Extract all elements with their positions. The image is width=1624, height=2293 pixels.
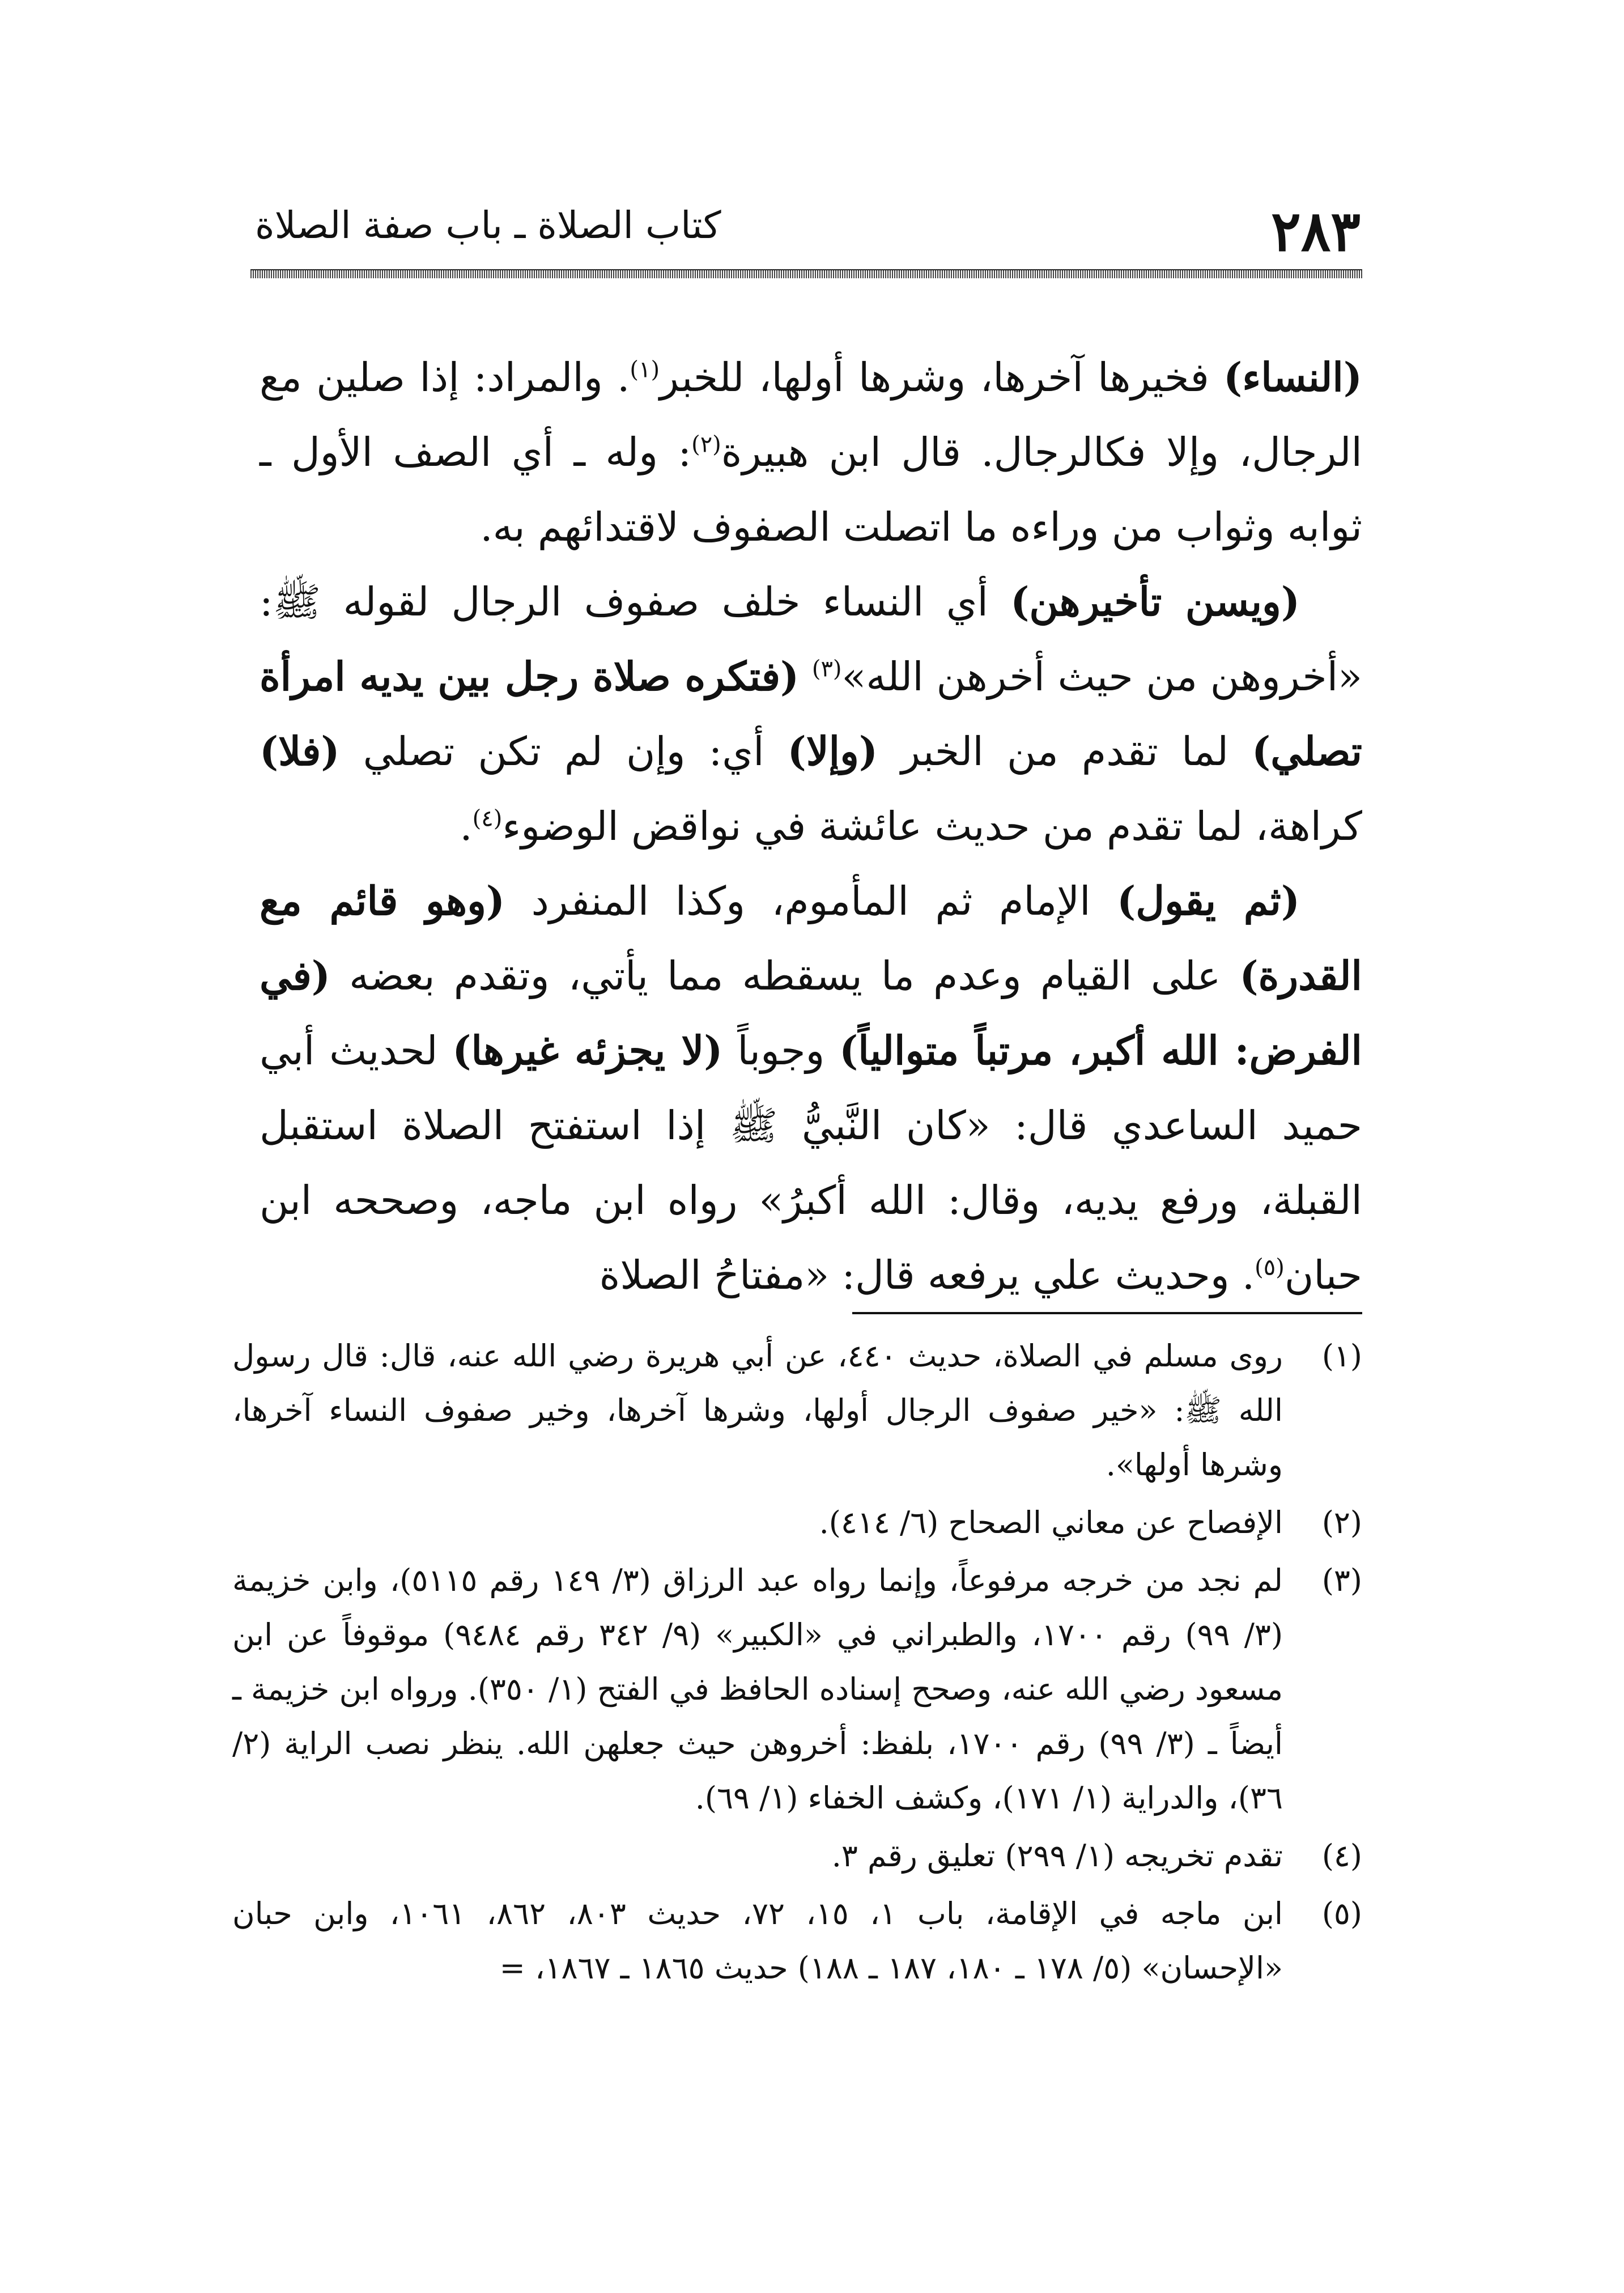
footnote-2: [232, 1496, 1362, 1550]
footnote-separator: [852, 1312, 1362, 1314]
footnote-text: روى مسلم في الصلاة، حديث ٤٤٠، عن أبي هريرة رضي الله عنه، قال: قال رسول الله ﷺ: «خير صفوف الرجال أولها، وشرها آخرها، وخير صفوف النساء آخرها، وشرها أولها».: [232, 1338, 1283, 1483]
bold-phrase: (ثم يقول): [1117, 877, 1300, 924]
page-number: ٢٨٣: [1271, 199, 1361, 264]
text-run: أي النساء خلف صفوف الرجال لقوله ﷺ: «أخروهن من حيث أخرهن الله»: [260, 579, 1362, 700]
footnote-ref[interactable]: (٥): [1255, 1254, 1285, 1281]
header-rule: [250, 269, 1362, 278]
footnote-number: (٢): [1321, 1505, 1362, 1540]
text-run: . وحديث علي يرفعه قال: «مفتاحُ الصلاة: [599, 1252, 1255, 1298]
text-run: لما تقدم من الخبر: [878, 728, 1252, 775]
paragraph-2: [260, 564, 1362, 864]
text-run: . والمراد: إذا صلين مع الرجال، وإلا فكالرجال. قال ابن هبيرة: [260, 354, 1363, 475]
paragraph-3: [260, 864, 1362, 1313]
footnote-number: (٣): [1321, 1562, 1362, 1598]
text-run: كراهة، لما تقدم من حديث عائشة في نواقض الوضوء: [502, 803, 1362, 850]
text-run: على القيام وعدم ما يسقطه مما يأتي، وتقدم بعضه: [330, 953, 1240, 999]
main-text: [260, 340, 1362, 1313]
footnote-5: [232, 1887, 1362, 1995]
footnote-text: الإفصاح عن معاني الصحاح (٦/ ٤١٤).: [819, 1505, 1283, 1540]
footnote-text: ابن ماجه في الإقامة، باب ١، ١٥، ٧٢، حديث ٨٠٣، ٨٦٢، ١٠٦١، وابن حبان «الإحسان» (٥/ ١٧٨ ـ ١٨٠، ١٨٧ ـ ١٨٨) حديث ١٨٦٥ ـ ١٨٦٧، =: [232, 1896, 1283, 1986]
text-run: فخيرها آخرها، وشرها أولها، للخبر: [660, 354, 1224, 401]
text-run: لحديث أبي حميد الساعدي قال: «كان النَّبيُّ ﷺ إذا استفتح الصلاة استقبل القبلة، ورفع يديه، وقال: الله أكبرُ» رواه ابن ماجه، وصححه ابن حبان: [260, 1027, 1362, 1298]
footnote-1: [232, 1329, 1362, 1492]
footnote-number: (١): [1321, 1338, 1362, 1374]
footnote-number: (٥): [1321, 1896, 1362, 1931]
text-run: [799, 653, 812, 700]
bold-phrase: (فلا): [260, 728, 340, 775]
footnote-ref[interactable]: (١): [630, 356, 660, 383]
bold-phrase: (لا يجزئه غيرها): [452, 1027, 723, 1074]
text-run: الإمام ثم المأموم، وكذا المنفرد: [505, 878, 1117, 924]
running-title: كتاب الصلاة ـ باب صفة الصلاة: [255, 203, 721, 247]
paragraph-1: [260, 340, 1362, 564]
footnote-number: (٤): [1321, 1838, 1362, 1874]
bold-phrase: (وإلا): [787, 728, 878, 775]
footnote-3: [232, 1553, 1362, 1825]
footnote-ref[interactable]: (٢): [691, 431, 721, 458]
text-run: أي: وإن لم تكن تصلي: [339, 728, 788, 775]
text-run: : وله ـ أي الصف الأول ـ ثوابه وثواب من وراءه ما اتصلت الصفوف لاقتدائهم به.: [260, 429, 1362, 550]
footnote-text: لم نجد من خرجه مرفوعاً، وإنما رواه عبد الرزاق (٣/ ١٤٩ رقم ٥١١٥)، وابن خزيمة (٣/ ٩٩) رقم ١٧٠٠، والطبراني في «الكبير» (٩/ ٣٤٢ رقم ٩٤٨٤) موقوفاً عن ابن مسعود رضي الله عنه، وصحح إسناده الحافظ في الفتح (١/ ٣٥٠). ورواه ابن خزيمة ـ أيضاً ـ (٣/ ٩٩) رقم ١٧٠٠، بلفظ: أخروهن حيث جعلهن الله. ينظر نصب الراية (٢/ ٣٦)، والدراية (١/ ١٧١)، وكشف الخفاء (١/ ٦٩).: [232, 1562, 1283, 1816]
bold-phrase: (النساء): [1223, 354, 1362, 401]
text-run: وجوباً: [722, 1027, 840, 1074]
footnote-ref[interactable]: (٤): [472, 805, 503, 832]
bold-phrase: (ويسن تأخيرهن): [1010, 578, 1300, 625]
text-run: .: [460, 803, 473, 850]
bold-phrase: (وهو قائم مع القدرة): [260, 877, 1362, 999]
bold-phrase: (فتكره صلاة رجل بين يديه امرأة تصلي): [260, 653, 1362, 775]
footnote-text: تقدم تخريجه (١/ ٢٩٩) تعليق رقم ٣.: [831, 1838, 1283, 1874]
bold-phrase: (في الفرض: الله أكبر، مرتباً متوالياً): [260, 952, 1362, 1074]
page-header: [0, 0, 1624, 283]
footnote-4: [232, 1829, 1362, 1883]
footnotes: [232, 1329, 1362, 1999]
footnote-ref[interactable]: (٣): [811, 656, 842, 682]
